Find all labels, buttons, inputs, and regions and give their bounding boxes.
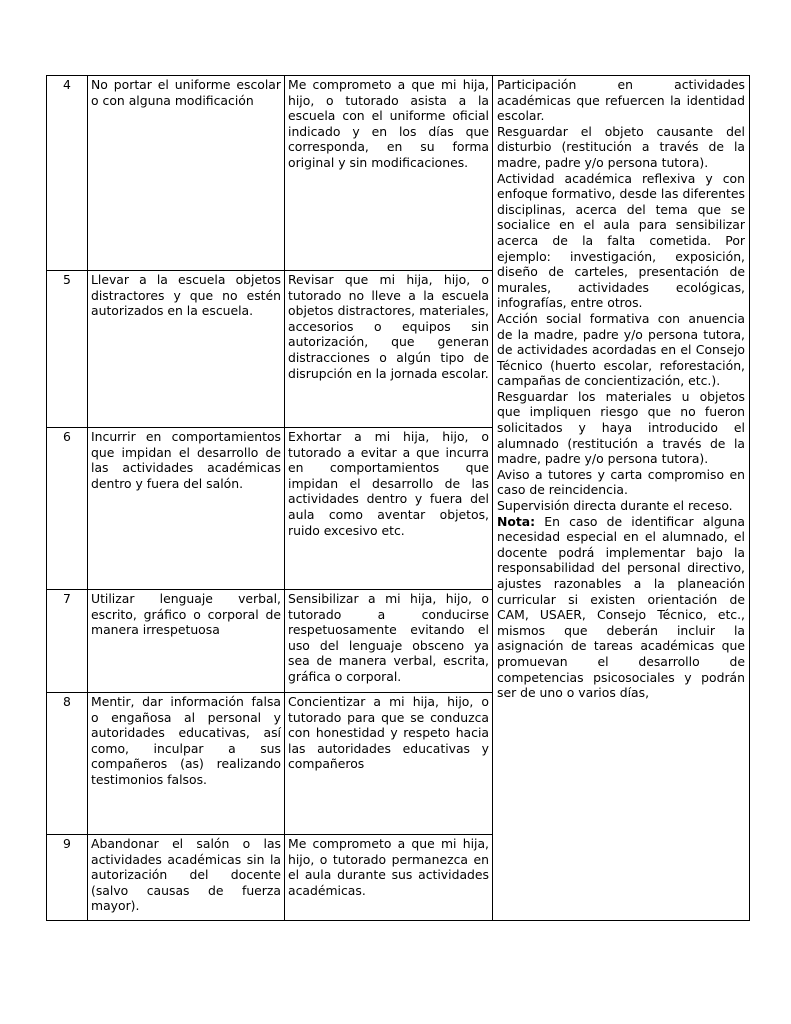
compromiso-cell: Revisar que mi hija, hijo, o tutorado no lleve a la escuela objetos distractores, materiales, accesorios o equipos sin autorización, que generan distracciones o algún tipo de disrupción en la jornada escolar. (285, 271, 493, 428)
row-number: 6 (47, 428, 88, 590)
medidas-cell (493, 76, 750, 921)
medida-paragraph: Supervisión directa durante el receso. (497, 498, 733, 514)
compromiso-cell: Sensibilizar a mi hija, hijo, o tutorado a conducirse respetuosamente evitando el uso del lenguaje obsceno ya sea de manera verbal, escrita, gráfica o corporal. (285, 590, 493, 693)
medida-paragraph: Participación en actividades académicas que refuercen la identidad escolar. (497, 77, 745, 124)
compromiso-cell: Me comprometo a que mi hija, hijo, o tutorado permanezca en el aula durante sus actividades académicas. (285, 835, 493, 921)
conduct-table (46, 75, 750, 921)
row-number: 8 (47, 693, 88, 835)
nota-text: En caso de identificar alguna necesidad especial en el alumnado, el docente podrá implementar bajo la responsabilidad del personal directivo, ajustes razonables a la planeación curricular si existen orientación de CAM, USAER, Consejo Técnico, etc., mismos que deberán incluir la asignación de tareas académicas que promuevan el desarrollo de competencias psicosociales y podrán ser de uno o varios días, (497, 513, 745, 701)
nota-paragraph (497, 514, 745, 701)
compromiso-cell: Me comprometo a que mi hija, hijo, o tutorado asista a la escuela con el uniforme oficial indicado y en los días que corresponda, en su forma original y sin modificaciones. (285, 76, 493, 271)
falta-cell: Mentir, dar información falsa o engañosa al personal y autoridades educativas, así como, inculpar a sus compañeros (as) realizando testimonios falsos. (88, 693, 285, 835)
nota-label: Nota: (497, 513, 536, 529)
falta-cell: Abandonar el salón o las actividades académicas sin la autorización del docente (salvo causas de fuerza mayor). (88, 835, 285, 921)
falta-cell: Llevar a la escuela objetos distractores y que no estén autorizados en la escuela. (88, 271, 285, 428)
falta-cell: Incurrir en comportamientos que impidan el desarrollo de las actividades académicas dentro y fuera del salón. (88, 428, 285, 590)
row-number: 4 (47, 76, 88, 271)
falta-cell: Utilizar lenguaje verbal, escrito, gráfico o corporal de manera irrespetuosa (88, 590, 285, 693)
table-row (47, 76, 750, 271)
medida-paragraph: Resguardar los materiales u objetos que impliquen riesgo que no fueron solicitados y haya introducido el alumnado (restitución a través de la madre, padre y/o persona tutora). (497, 388, 745, 467)
row-number: 9 (47, 835, 88, 921)
medida-paragraph: Resguardar el objeto causante del disturbio (restitución a través de la madre, padre y/o persona tutora). (497, 123, 745, 170)
falta-cell: No portar el uniforme escolar o con alguna modificación (88, 76, 285, 271)
row-number: 5 (47, 271, 88, 428)
medida-paragraph: Aviso a tutores y carta compromiso en caso de reincidencia. (497, 466, 745, 498)
medida-paragraph: Acción social formativa con anuencia de la madre, padre y/o persona tutora, de actividades acordadas en el Consejo Técnico (huerto escolar, reforestación, campañas de concientización, etc.). (497, 310, 745, 389)
compromiso-cell: Concientizar a mi hija, hijo, o tutorado para que se conduzca con honestidad y respeto hacia las autoridades educativas y compañeros (285, 693, 493, 835)
compromiso-cell: Exhortar a mi hija, hijo, o tutorado a evitar a que incurra en comportamientos que impidan el desarrollo de las actividades dentro y fuera del aula como aventar objetos, ruido excesivo etc. (285, 428, 493, 590)
row-number: 7 (47, 590, 88, 693)
medida-paragraph: Actividad académica reflexiva y con enfoque formativo, desde las diferentes disciplinas, acerca del tema que se socialice en el aula para sensibilizar acerca de la falta cometida. Por ejemplo: investigación, exposición, diseño de carteles, presentación de murales, actividades ecológicas, infografías, entre otros. (497, 170, 745, 311)
